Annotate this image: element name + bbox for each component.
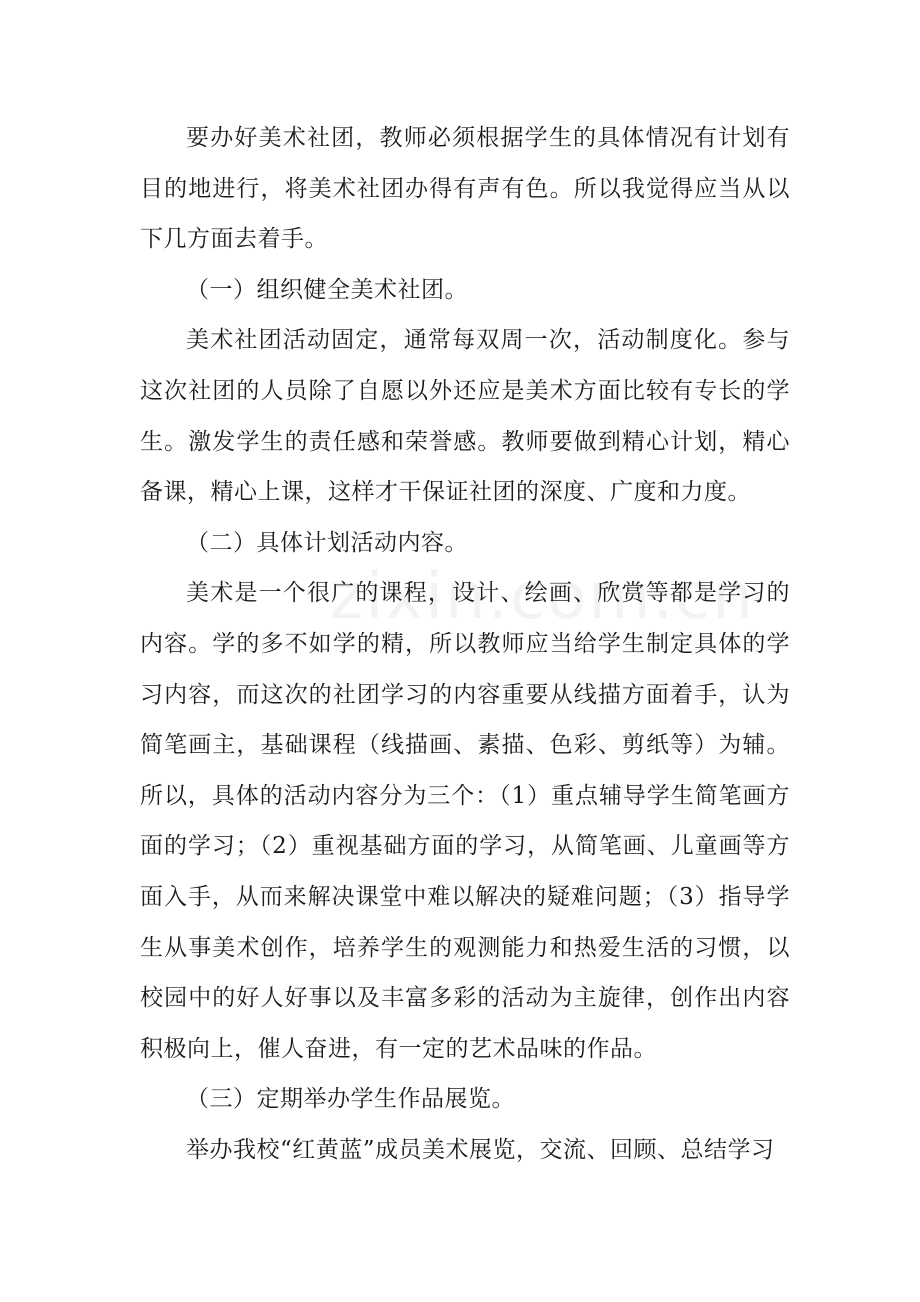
paragraph-section-2: 美术是一个很广的课程，设计、绘画、欣赏等都是学习的内容。学的多不如学的精，所以教师应当给学生制定具体的学习内容，而这次的社团学习的内容重要从线描方面着手，认为简笔画主，基础课程（线描画、素描、色彩、剪纸等）为辅。所以，具体的活动内容分为三个：（1）重点辅导学生简笔画方面的学习；（2）重视基础方面的学习，从简笔画、儿童画等方面入手，从而来解决课堂中难以解决的疑难问题；（3）指导学生从事美术创作，培养学生的观测能力和热爱生活的习惯，以校园中的好人好事以及丰富多彩的活动为主旋律，创作出内容积极向上，催人奋进，有一定的艺术品味的作品。	[140, 580, 790, 1062]
heading-section-1: （一）组织健全美术社团。	[186, 276, 468, 303]
paragraph-intro: 要办好美术社团，教师必须根据学生的具体情况有计划有目的地进行，将美术社团办得有声有色。所以我觉得应当从以下几方面去着手。	[140, 125, 790, 253]
heading-section-3: （三）定期举办学生作品展览。	[186, 1086, 515, 1113]
document-body	[140, 113, 790, 1175]
paragraph-section-1: 美术社团活动固定，通常每双周一次，活动制度化。参与这次社团的人员除了自愿以外还应是美术方面比较有专长的学生。激发学生的责任感和荣誉感。教师要做到精心计划，精心备课，精心上课，这样才干保证社团的深度、广度和力度。	[140, 327, 790, 506]
paragraph-section-3: 举办我校“红黄蓝”成员美术展览，交流、回顾、总结学习	[186, 1136, 775, 1163]
heading-section-2: （二）具体计划活动内容。	[186, 529, 468, 556]
